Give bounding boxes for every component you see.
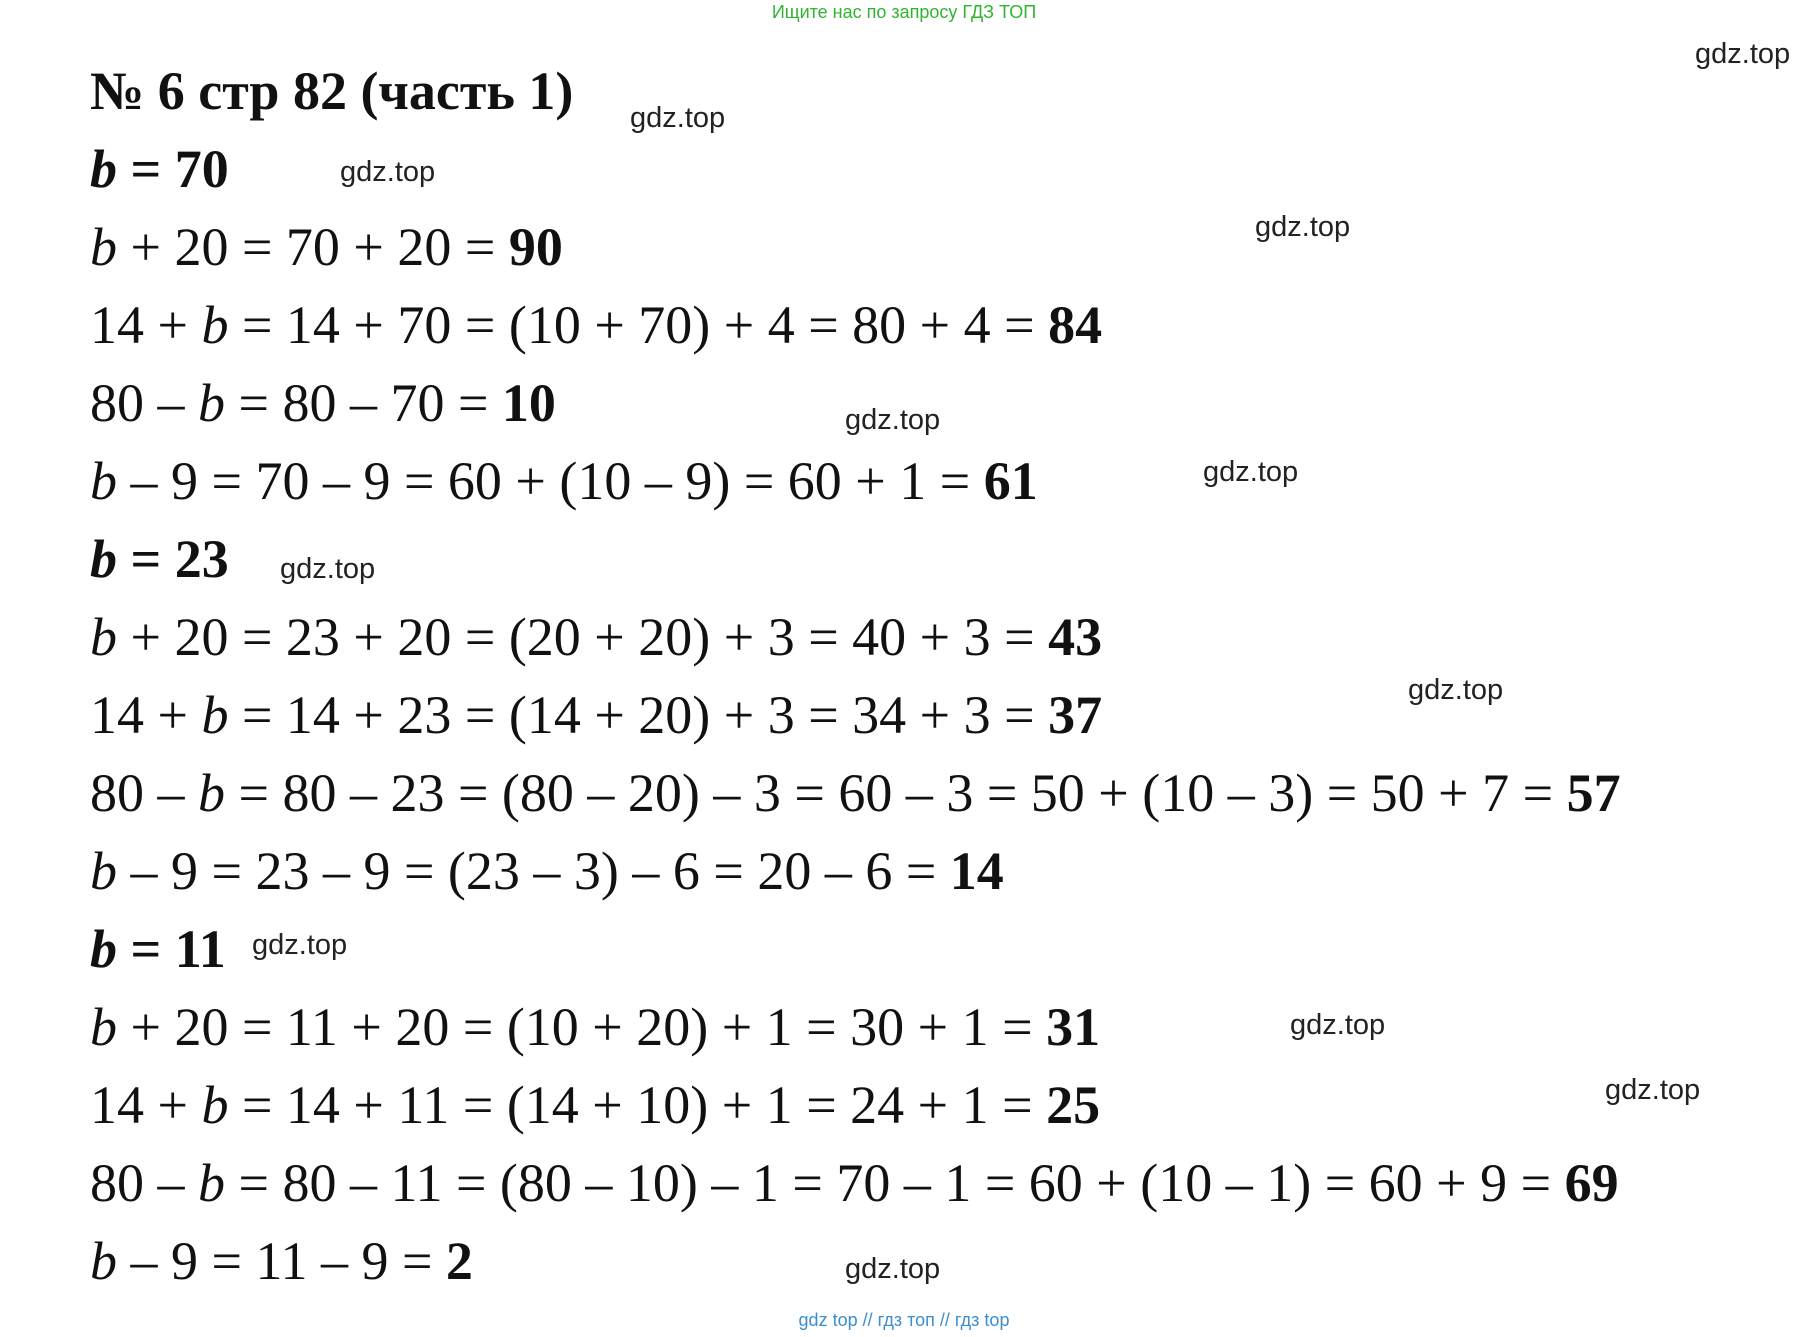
equation-expression: = 14 + 70 = (10 + 70) + 4 = 80 + 4 = [228,295,1049,355]
equation-expression: = 14 + 11 = (14 + 10) + 1 = 24 + 1 = [228,1075,1047,1135]
variable: b [90,1231,117,1291]
watermark: gdz.top [1695,38,1791,70]
equation-prefix: 80 – [90,373,198,433]
variable: b [198,1153,225,1213]
variable: b [90,607,117,667]
value-heading [90,139,229,199]
equation-prefix: 14 + [90,1075,202,1135]
equation-line [90,1153,1619,1213]
equation-prefix: 14 + [90,295,202,355]
watermark: gdz.top [1290,1009,1386,1041]
equation-line [90,1075,1101,1135]
equation-expression: = 80 – 23 = (80 – 20) – 3 = 60 – 3 = 50 + (10 – 3) = 50 + 7 = [225,763,1567,823]
value-heading [90,919,226,979]
equation-expression: + 20 = 11 + 20 = (10 + 20) + 1 = 30 + 1 = [117,997,1047,1057]
variable: b [201,295,229,355]
equation-expression: = 80 – 70 = [225,373,502,433]
heading-value: = 23 [117,529,229,589]
variable: b [90,997,117,1057]
equation-answer: 2 [445,1231,473,1291]
equation-expression: – 9 = 11 – 9 = [117,1231,446,1291]
variable: b [90,139,117,199]
equation-answer: 90 [508,217,563,277]
watermark: gdz.top [1605,1074,1701,1106]
equation-line [90,373,556,433]
equation-expression: + 20 = 70 + 20 = [117,217,509,277]
equation-prefix: 14 + [90,685,202,745]
equation-line [90,763,1621,823]
watermark: gdz.top [252,929,348,961]
watermark: gdz.top [280,553,376,585]
variable: b [198,373,225,433]
page-title: № 6 стр 82 (часть 1) [90,61,574,121]
equation-line [90,841,1004,901]
equation-expression: = 14 + 23 = (14 + 20) + 3 = 34 + 3 = [228,685,1049,745]
equation-line [90,451,1038,511]
heading-value: = 11 [117,919,226,979]
heading-value: = 70 [117,139,229,199]
variable: b [90,217,117,277]
value-heading [90,529,229,589]
equation-answer: 10 [501,373,556,433]
equation-line [90,217,563,277]
watermark: gdz.top [1408,674,1504,706]
equation-line [90,997,1101,1057]
equation-answer: 61 [983,451,1038,511]
equation-answer: 25 [1046,1075,1101,1135]
watermark: gdz.top [845,1253,941,1285]
equation-expression: + 20 = 23 + 20 = (20 + 20) + 3 = 40 + 3 = [117,607,1049,667]
variable: b [90,841,117,901]
variable: b [198,763,225,823]
watermark: gdz.top [340,156,436,188]
equation-answer: 37 [1048,685,1103,745]
equation-answer: 84 [1048,295,1103,355]
equation-answer: 31 [1046,997,1101,1057]
equation-prefix: 80 – [90,1153,198,1213]
equation-expression: = 80 – 11 = (80 – 10) – 1 = 70 – 1 = 60 + (10 – 1) = 60 + 9 = [225,1153,1565,1213]
equation-prefix: 80 – [90,763,198,823]
equation-answer: 69 [1564,1153,1619,1213]
watermark: gdz.top [845,404,941,436]
variable: b [90,919,117,979]
equation-answer: 57 [1566,763,1621,823]
watermark: gdz.top [1255,211,1351,243]
variable: b [90,451,117,511]
watermark: gdz.top [1203,456,1299,488]
equation-answer: 43 [1048,607,1103,667]
equation-line [90,607,1103,667]
bottom-note: gdz top // гдз топ // гдз top [798,1310,1010,1330]
variable: b [201,685,229,745]
equation-line [90,295,1103,355]
equation-line [90,685,1103,745]
watermark: gdz.top [630,102,726,134]
top-note: Ищите нас по запросу ГДЗ ТОП [771,2,1037,22]
equation-expression: – 9 = 70 – 9 = 60 + (10 – 9) = 60 + 1 = [117,451,984,511]
variable: b [201,1075,229,1135]
equation-line [90,1231,473,1291]
equation-expression: – 9 = 23 – 9 = (23 – 3) – 6 = 20 – 6 = [117,841,950,901]
variable: b [90,529,117,589]
equation-answer: 14 [949,841,1004,901]
